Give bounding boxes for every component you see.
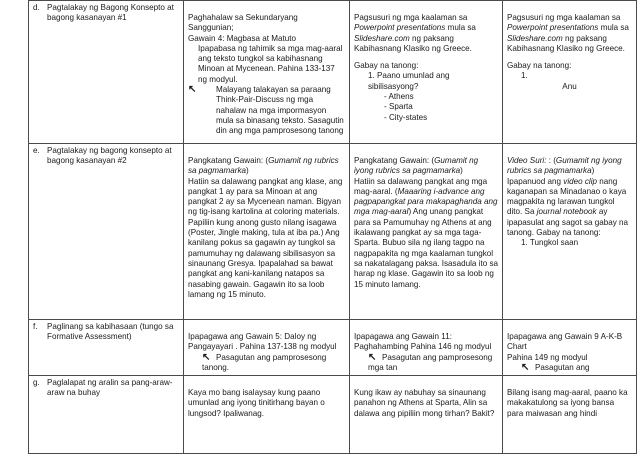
table-row-g bbox=[29, 376, 637, 454]
row-d-day1-line2: Gawain 4: Magbasa at Matuto bbox=[188, 33, 296, 43]
row-d-day1-cell bbox=[184, 1, 350, 144]
row-f-day1-line2: Pasagutan ang pamprosesong tanong. bbox=[202, 352, 327, 372]
row-d-day3-line7: 1. bbox=[521, 71, 528, 81]
row-f-day2-line2: Pasagutan ang pamprosesong mga tan bbox=[368, 352, 493, 372]
row-d-day1-line4: Malayang talakayan sa paraang Think-Pair-Discuss ng mga nahalaw na mga impormasyon mula sa binasang teksto. Sasagutin din ang mga pamprosesong tanong bbox=[216, 85, 344, 136]
row-e-day3-line10: 1. Tungkol saan bbox=[521, 238, 579, 248]
row-d-day2-line7: 1. Paano umunlad ang sibilisasyong? bbox=[368, 71, 450, 91]
row-d-day2-bullet3: City-states bbox=[388, 112, 428, 122]
row-e-day3-line8: journal notebook bbox=[536, 207, 597, 217]
row-d-day2-bullet1: Athens bbox=[388, 92, 414, 102]
row-f-step-cell bbox=[29, 320, 184, 376]
arrow-icon: ↖ bbox=[521, 361, 530, 373]
row-d-day2-cell: Pagsusuri ng mga kaalaman sa Powerpoint presentations mula sa Slideshare.com ng paksang Kabihasnang Klasiko ng Greece. Gabay na tanong: 1. Paano umunlad ang sibilisasyong? - Athens - Sparta - City-states bbox=[350, 1, 503, 144]
row-g-day1-text: Kaya mo bang isalaysay kung paano umunlad ang iyong tinitirhang bayan o lungsod? Ipaliwanag. bbox=[188, 388, 325, 418]
row-d-day2-bullet2: Sparta bbox=[388, 102, 413, 112]
row-e-day1-line1: Pangkatang Gawain: ( bbox=[188, 156, 269, 165]
row-e-day1-line2: Gumamit ng rubrics sa pagmamarka bbox=[188, 156, 339, 176]
row-e-day1-line4: Hatiin sa dalawang pangkat ang klase, ang pangkat 1 ay para sa Minoan at ang pangkat 2 ay sa Mycenean naman. Bigyan ng tig-isang kartolina at coloring materials. Papiliin kung anong gusto nilang isagawa (Poster, Jingle making, tula at iba pa.) Ang kanilang pokus sa gagawin ay tungkol sa pamumuhay ng dalawang sibilisasyon sa sinaunang Gresya. Ipapalahad sa bawat pangkat ang kani-kanilang natapos sa nasabing gawain. Gagawin ito sa loob lamang ng 15 minuto. bbox=[188, 176, 343, 299]
row-e-day2-line2: Gumamit ng iyong rubrics sa pagmamarka bbox=[354, 156, 479, 176]
row-d-day2-line2: Powerpoint presentations bbox=[354, 23, 446, 33]
row-d-letter: d. bbox=[33, 3, 40, 12]
row-g-letter: g. bbox=[33, 378, 40, 388]
row-f-day2-cell bbox=[350, 320, 503, 376]
row-f-day2-line1: Ipapagawa ang Gawain 11: Paghahambing Pahina 146 ng modyul bbox=[354, 332, 492, 352]
row-e-day2-line5: Maaaring i-advance ang pagpapangkat para makapaghanda ang mga mag-aaral bbox=[354, 186, 498, 217]
row-d-day3-line8: Anu bbox=[562, 81, 577, 91]
row-e-title: Pagtalakay ng bagong konsepto at bagong kasanayan #2 bbox=[47, 146, 172, 166]
row-d-day3-line6: Gabay na tanong: bbox=[507, 61, 572, 71]
row-e-day1-cell bbox=[184, 144, 350, 320]
lesson-plan-table bbox=[28, 0, 637, 454]
row-e-day3-line4: ) bbox=[591, 166, 595, 176]
row-e-day3-line9: ay ipapasulat ang sagot sa gabay na tanong. Gabay na tanong: bbox=[507, 207, 629, 238]
row-f-day1-line1: Ipapagawa ang Gawain 5: Daloy ng Pangayayari . Pahina 137-138 ng modyul bbox=[188, 332, 337, 352]
row-d-day3-line1: Pagsusuri ng mga kaalaman sa bbox=[507, 13, 621, 22]
row-g-day3-text: Bilang isang mag-aaral, paano ka makakatulong sa iyong bansa para maiwasan ang hindi bbox=[507, 388, 628, 418]
row-e-day3-line1: Video Suri: bbox=[507, 156, 547, 165]
arrow-icon: ↖ bbox=[368, 351, 377, 363]
table-row-e bbox=[29, 144, 637, 320]
row-g-day2-text: Kung ikaw ay nabuhay sa sinaunang panahon ng Athens at Sparta, Alin sa dalawa ang pipiliin mong tirhan? Bakit? bbox=[354, 388, 495, 418]
row-e-day2-line4: Hatiin sa dalawang pangkat ang mga mag-aaral. ( bbox=[354, 176, 488, 196]
row-e-letter: e. bbox=[33, 146, 40, 155]
row-f-day1-cell bbox=[184, 320, 350, 376]
row-g-title: Paglalapat ng aralin sa pang-araw-araw na buhay bbox=[47, 378, 173, 398]
row-d-day3-line5: ng paksang Kabihasnang Klasiko ng Greece. bbox=[507, 33, 625, 53]
row-e-day3-line3: Gumamit ng iyong rubrics sa pagmamarka bbox=[507, 156, 622, 176]
row-d-step-cell bbox=[29, 1, 184, 144]
row-e-day3-cell bbox=[503, 144, 637, 320]
row-f-day3-line2: Pahina 149 ng modyul bbox=[507, 352, 588, 362]
row-e-day2-line3: ) bbox=[460, 166, 463, 176]
row-f-title: Paglinang sa kabihasaan (tungo sa Formative Assessment) bbox=[47, 322, 174, 342]
row-e-day3-line7: nang kaganapan sa Minadanao o kaya magpakita ng larawan tungkol dito. Sa bbox=[507, 176, 627, 217]
row-d-day3-line4: Slideshare.com bbox=[507, 33, 563, 43]
row-d-day2-line6: Gabay na tanong: bbox=[354, 61, 419, 71]
table-row-f bbox=[29, 320, 637, 376]
row-g-step-cell bbox=[29, 376, 184, 454]
arrow-icon: ↖ bbox=[202, 351, 211, 363]
row-g-day2-cell bbox=[350, 376, 503, 454]
row-e-day2-line6: ) Ang unang pangkat para sa Pamumuhay ng Athens at ang ikalawang pangkat ay sa mga taga- Sparta. Bubuo sila ng ilang tagpo na nagpapakita ng mga kaalaman tungkol sa nakatalagang paksa. Isasadula ito sa harap ng klase. Gagawin ito sa loob ng 15 minuto lamang. bbox=[354, 207, 498, 289]
row-e-day2-line1: Pangkatang Gawain: ( bbox=[354, 156, 435, 165]
table-row-d bbox=[29, 1, 637, 144]
row-f-letter: f. bbox=[33, 322, 38, 331]
row-d-day1-line1: Paghahalaw sa Sekundaryang Sanggunian; bbox=[188, 13, 298, 33]
row-e-day3-line5: Ipapanuod ang bbox=[507, 176, 562, 186]
row-d-title: Pagtalakay ng Bagong Konsepto at bagong kasanayan #1 bbox=[47, 3, 174, 23]
arrow-icon: ↖ bbox=[188, 84, 197, 96]
row-g-day1-cell bbox=[184, 376, 350, 454]
row-e-day1-line3: ) bbox=[246, 166, 249, 176]
row-f-day3-line1: Ipapagawa ang Gawain 9 A-K-B Chart bbox=[507, 332, 623, 352]
row-d-day3-cell bbox=[503, 1, 637, 144]
row-d-day2-line3: mula sa bbox=[447, 23, 476, 33]
row-e-day2-cell bbox=[350, 144, 503, 320]
row-d-day3-line3: mula sa bbox=[600, 23, 629, 33]
row-g-day3-cell bbox=[503, 376, 637, 454]
row-d-day3-line2: Powerpoint presentations bbox=[507, 23, 599, 33]
row-e-day3-line2: : ( bbox=[546, 156, 556, 165]
row-f-day3-line3: Pasagutan ang bbox=[535, 362, 590, 372]
row-e-day3-line6: video clip bbox=[563, 176, 598, 186]
row-d-day2-line1: Pagsusuri ng mga kaalaman sa bbox=[354, 13, 468, 22]
row-f-day3-cell bbox=[503, 320, 637, 376]
row-d-day2-line5: ng paksang Kabihasnang Klasiko ng Greece. bbox=[354, 33, 472, 53]
row-d-day1-line3: Ipapabasa ng tahimik sa mga mag-aaral ang teksto tungkol sa kabihasnang Minoan at Mycenean. Pahina 133-137 ng modyul. bbox=[198, 43, 343, 84]
row-e-step-cell bbox=[29, 144, 184, 320]
row-d-day2-line4: Slideshare.com bbox=[354, 33, 410, 43]
